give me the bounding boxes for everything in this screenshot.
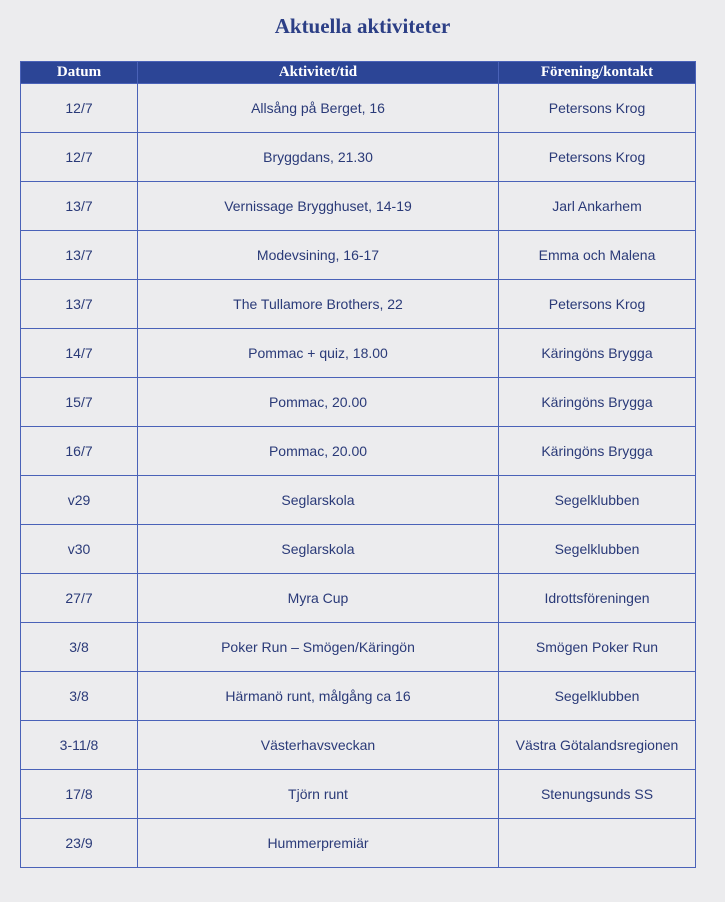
- organizer-cell: [499, 819, 696, 868]
- activity-cell: Pommac + quiz, 18.00: [138, 329, 499, 378]
- organizer-cell: Segelklubben: [499, 525, 696, 574]
- date-cell: 15/7: [21, 378, 138, 427]
- date-cell: 3/8: [21, 623, 138, 672]
- organizer-cell: Emma och Malena: [499, 231, 696, 280]
- table-body: [21, 84, 696, 868]
- date-cell: 16/7: [21, 427, 138, 476]
- date-cell: 17/8: [21, 770, 138, 819]
- organizer-cell: Västra Götalandsregionen: [499, 721, 696, 770]
- table-row: [21, 182, 696, 231]
- date-cell: v29: [21, 476, 138, 525]
- table-row: [21, 525, 696, 574]
- header-activity: Aktivitet/tid: [138, 62, 499, 84]
- table-row: [21, 378, 696, 427]
- table-row: [21, 476, 696, 525]
- organizer-cell: Petersons Krog: [499, 84, 696, 133]
- table-row: [21, 623, 696, 672]
- table-row: [21, 84, 696, 133]
- organizer-cell: Käringöns Brygga: [499, 378, 696, 427]
- date-cell: 3/8: [21, 672, 138, 721]
- organizer-cell: Petersons Krog: [499, 280, 696, 329]
- organizer-cell: Segelklubben: [499, 476, 696, 525]
- activity-cell: Härmanö runt, målgång ca 16: [138, 672, 499, 721]
- table-row: [21, 574, 696, 623]
- date-cell: 23/9: [21, 819, 138, 868]
- table-row: [21, 231, 696, 280]
- activity-cell: Seglarskola: [138, 525, 499, 574]
- organizer-cell: Käringöns Brygga: [499, 329, 696, 378]
- page-title: Aktuella aktiviteter: [274, 14, 451, 38]
- organizer-cell: Smögen Poker Run: [499, 623, 696, 672]
- date-cell: 13/7: [21, 231, 138, 280]
- header-date: Datum: [21, 62, 138, 84]
- activity-cell: Modevsining, 16-17: [138, 231, 499, 280]
- date-cell: 3-11/8: [21, 721, 138, 770]
- activity-cell: Pommac, 20.00: [138, 378, 499, 427]
- activity-cell: Pommac, 20.00: [138, 427, 499, 476]
- activity-cell: Hummerpremiär: [138, 819, 499, 868]
- activity-cell: Poker Run – Smögen/Käringön: [138, 623, 499, 672]
- table-row: [21, 427, 696, 476]
- organizer-cell: Käringöns Brygga: [499, 427, 696, 476]
- date-cell: 13/7: [21, 280, 138, 329]
- date-cell: 12/7: [21, 133, 138, 182]
- date-cell: 14/7: [21, 329, 138, 378]
- organizer-cell: Segelklubben: [499, 672, 696, 721]
- organizer-cell: Stenungsunds SS: [499, 770, 696, 819]
- table-row: [21, 721, 696, 770]
- activity-cell: Vernissage Brygghuset, 14-19: [138, 182, 499, 231]
- table-row: [21, 770, 696, 819]
- activity-cell: Tjörn runt: [138, 770, 499, 819]
- date-cell: 13/7: [21, 182, 138, 231]
- activity-cell: Västerhavsveckan: [138, 721, 499, 770]
- date-cell: 27/7: [21, 574, 138, 623]
- table-header-row: [21, 62, 696, 84]
- organizer-cell: Idrottsföreningen: [499, 574, 696, 623]
- date-cell: 12/7: [21, 84, 138, 133]
- activity-cell: Bryggdans, 21.30: [138, 133, 499, 182]
- organizer-cell: Petersons Krog: [499, 133, 696, 182]
- date-cell: v30: [21, 525, 138, 574]
- table-row: [21, 672, 696, 721]
- header-organizer: Förening/kontakt: [499, 62, 696, 84]
- table-row: [21, 280, 696, 329]
- activity-cell: Seglarskola: [138, 476, 499, 525]
- activity-cell: Myra Cup: [138, 574, 499, 623]
- table-row: [21, 133, 696, 182]
- activities-table: [20, 61, 696, 868]
- table-row: [21, 819, 696, 868]
- activity-cell: Allsång på Berget, 16: [138, 84, 499, 133]
- activity-cell: The Tullamore Brothers, 22: [138, 280, 499, 329]
- organizer-cell: Jarl Ankarhem: [499, 182, 696, 231]
- table-row: [21, 329, 696, 378]
